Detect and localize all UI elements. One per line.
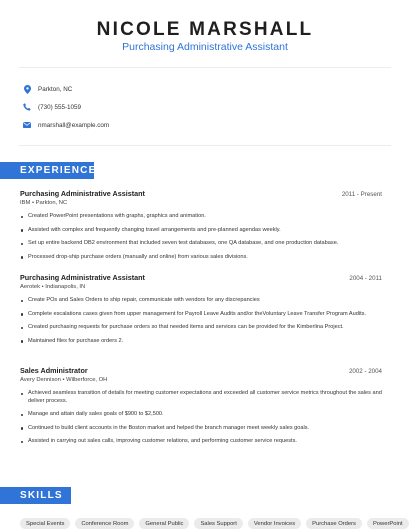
bullet-list <box>20 390 382 446</box>
bullet-item: Create POs and Sales Orders to ship repair, communicate with vendors for any discrepancies <box>20 297 382 305</box>
skills-list <box>20 518 409 529</box>
separator-dot: • <box>62 377 65 383</box>
job-title: Purchasing Administrative Assistant <box>20 273 145 282</box>
job-company-line <box>20 200 382 209</box>
skill-chip: Purchase Orders <box>306 518 362 529</box>
separator-dot: • <box>31 200 34 206</box>
bullet-item: Created purchasing requests for purchase orders so that needed items and services can be provided for the Kimberlina Project. <box>20 324 382 332</box>
company-location: Wilberforce, OH <box>66 377 108 383</box>
bullet-item: Assisted with complex and frequently changing travel arrangements and pre-planned agendas weekly. <box>20 227 382 235</box>
job-dates: 2004 - 2011 <box>349 275 382 282</box>
bullet-item: Processed drop-ship purchase orders (manually and online) from various sales divisions. <box>20 254 382 262</box>
phone-link[interactable]: (730) 555-1059 <box>38 103 82 111</box>
job-dates: 2011 - Present <box>341 191 382 198</box>
envelope-icon <box>23 121 31 130</box>
company-name: Avery Dennison <box>20 377 61 383</box>
divider <box>19 67 391 68</box>
job-company-line <box>20 377 382 386</box>
experience-entry <box>20 366 382 452</box>
job-title: Purchasing Administrative Assistant <box>20 189 145 198</box>
bullet-item: Set up entire backend DB2 environment that included seven test databases, one QA database, and one production database. <box>20 240 382 248</box>
skill-chip: Vendor Invoices <box>248 518 301 529</box>
job-dates: 2002 - 2004 <box>348 368 382 375</box>
skill-chip: General Public <box>139 518 189 529</box>
company-name: IBM <box>20 200 31 206</box>
location-pin-icon <box>23 85 31 94</box>
bullet-item: Achieved seamless transition of details for meeting customer expectations and exceeded all customer service metrics throughout the sales and deliver process. <box>20 390 382 405</box>
bullet-item: Manage and attain daily sales goals of $900 to $2,500. <box>20 411 382 419</box>
location-text: Parkton, NC <box>38 85 73 93</box>
skill-chip: Conference Room <box>75 518 134 529</box>
skills-section-header: SKILLS <box>0 487 71 504</box>
job-title-heading: Purchasing Administrative Assistant <box>122 41 288 53</box>
email-link[interactable]: nmarshall@example.com <box>38 121 110 129</box>
experience-entry <box>20 273 382 351</box>
bullet-item: Maintained files for purchase orders 2. <box>20 338 382 346</box>
company-location: Indianapolis, IN <box>45 284 86 290</box>
bullet-item: Assisted in carrying out sales calls, improving customer relations, and performing customer service requests. <box>20 438 382 446</box>
skill-chip: PowerPoint <box>367 518 409 529</box>
bullet-list <box>20 213 382 261</box>
skill-chip: Sales Support <box>194 518 242 529</box>
job-company-line <box>20 284 382 293</box>
experience-entry <box>20 189 382 267</box>
contact-phone <box>23 101 81 113</box>
contact-location <box>23 83 72 95</box>
phone-icon <box>23 103 31 112</box>
bullet-item: Complete escalations cases given from upper management for Payroll Leave Audits and/or theVoluntary Leave Transfer Program Audits. <box>20 311 382 319</box>
candidate-name: NICOLE MARSHALL <box>96 19 314 40</box>
company-name: Aerotek <box>20 284 40 290</box>
contact-email <box>23 119 109 131</box>
job-title: Sales Administrator <box>20 366 88 375</box>
separator-dot: • <box>41 284 44 290</box>
experience-section-header: EXPERIENCE <box>0 162 94 179</box>
bullet-item: Continued to build client accounts in the Boston market and helped the branch manager meet weekly sales goals. <box>20 425 382 433</box>
company-location: Parkton, NC <box>35 200 68 206</box>
divider <box>19 145 391 146</box>
bullet-list <box>20 297 382 345</box>
bullet-item: Created PowerPoint presentations with graphs, graphics and animation. <box>20 213 382 221</box>
skill-chip: Special Events <box>20 518 70 529</box>
